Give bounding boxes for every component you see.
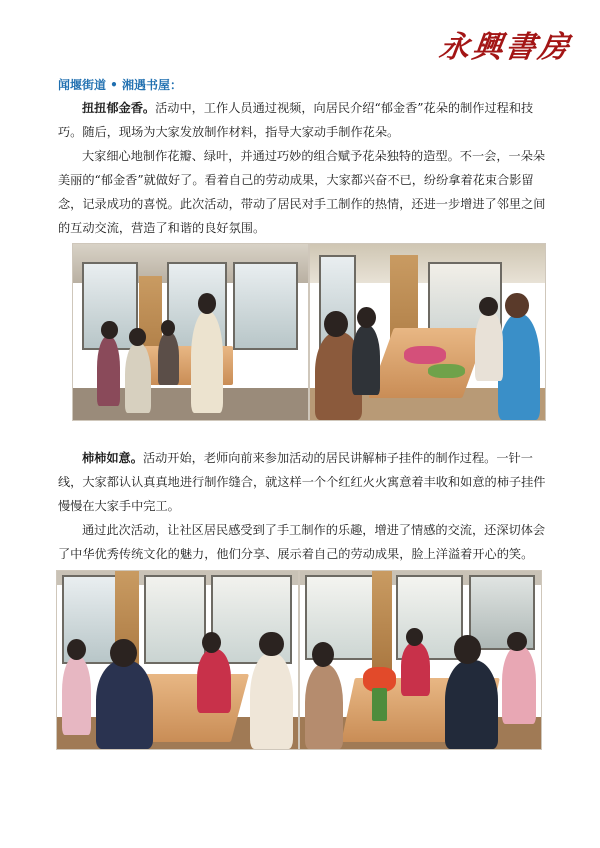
activity1-photo-right [309,243,546,421]
activity2-paragraph-2 [58,518,548,566]
activity1-name: 扭扭郁金香。 [82,101,156,115]
activity2-paragraph-1 [58,446,548,518]
activity1-paragraph-2 [58,144,548,240]
activity1-text-1: 活动中，工作人员通过视频，向居民介绍“郁金香”花朵的制作过程和技巧。随后，现场为大家发放制作材料，指导大家动手制作花朵。 [58,101,534,139]
activity1-paragraph-1 [58,96,548,144]
activity1-photo-left [72,243,309,421]
activity2-name: 柿柿如意。 [82,451,143,465]
activity2-photo-row [56,570,542,750]
activity1-text-2: 大家细心地制作花瓣、绿叶，并通过巧妙的组合赋予花朵独特的造型。不一会，一朵朵美丽的“郁金香”就做好了。看着自己的劳动成果，大家都兴奋不已，纷纷拿着花束合影留念，记录成功的喜悦。此次活动，带动了居民对手工制作的热情，还进一步增进了邻里之间的互动交流，营造了和谐的良好氛围。 [58,149,546,235]
activity2-text-1: 活动开始，老师向前来参加活动的居民讲解柿子挂件的制作过程。一针一线，大家都认认真真地进行制作缝合，就这样一个个红红火火寓意着丰收和如意的柿子挂件慢慢在大家手中完工。 [58,451,546,513]
bookstore-logo: 永興書房 [437,30,574,65]
activity1-photo-row [72,243,546,421]
section-title: 闻堰街道 • 湘遇书屋： [58,78,183,92]
activity2-text-2: 通过此次活动，让社区居民感受到了手工制作的乐趣，增进了情感的交流，还深切体会了中华优秀传统文化的魅力，他们分享、展示着自己的劳动成果，脸上洋溢着开心的笑。 [58,523,546,561]
activity2-photo-left [56,570,299,750]
activity2-photo-right [299,570,542,750]
